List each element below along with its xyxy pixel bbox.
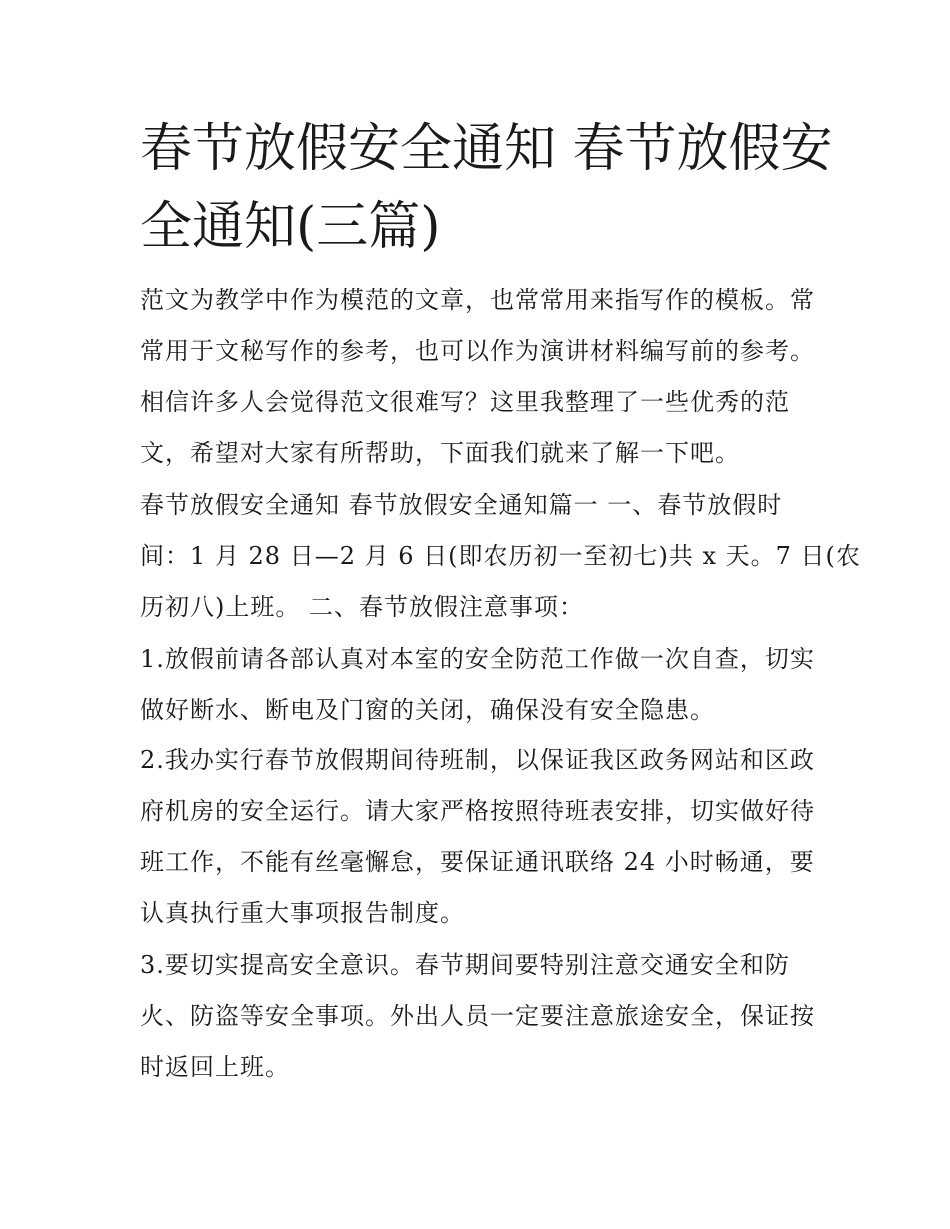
text-line: 2.我办实行春节放假期间待班制，以保证我区政务网站和区政 [140, 746, 815, 774]
text-line: 火、防盗等安全事项。外出人员一定要注意旅途安全，保证按 [140, 1002, 815, 1030]
text-line: 历初八)上班。 二、春节放假注意事项： [140, 593, 584, 621]
text-line: 时返回上班。 [140, 1053, 290, 1081]
text-line: 间：1 月 28 日—2 月 6 日(即农历初一至初七)共 x 天。7 日(农 [140, 542, 861, 570]
title-line: 全通知(三篇) [140, 197, 441, 257]
text-line: 相信许多人会觉得范文很难写？这里我整理了一些优秀的范 [140, 388, 790, 416]
item-1-paragraph [140, 634, 820, 736]
item-2-paragraph [140, 735, 820, 939]
text-line: 春节放假安全通知 春节放假安全通知篇一 一、春节放假时 [140, 491, 783, 519]
title-line: 春节放假安全通知 春节放假安 [140, 119, 833, 179]
text-line: 认真执行重大事项报告制度。 [140, 899, 465, 927]
text-line: 1.放假前请各部认真对本室的安全防范工作做一次自查，切实 [140, 645, 815, 673]
text-line: 做好断水、断电及门窗的关闭，确保没有安全隐患。 [140, 696, 715, 724]
notice-paragraph [140, 480, 861, 633]
text-line: 常用于文秘写作的参考，也可以作为演讲材料编写前的参考。 [140, 337, 815, 365]
intro-paragraph [140, 275, 820, 479]
text-line: 范文为教学中作为模范的文章，也常常用来指写作的模板。常 [140, 286, 815, 314]
document-title [140, 110, 840, 266]
text-line: 府机房的安全运行。请大家严格按照待班表安排，切实做好待 [140, 797, 815, 825]
text-line: 班工作，不能有丝毫懈怠，要保证通讯联络 24 小时畅通，要 [140, 848, 815, 876]
item-3-paragraph [140, 940, 820, 1093]
text-line: 文，希望对大家有所帮助，下面我们就来了解一下吧。 [140, 439, 740, 467]
text-line: 3.要切实提高安全意识。春节期间要特别注意交通安全和防 [140, 951, 790, 979]
